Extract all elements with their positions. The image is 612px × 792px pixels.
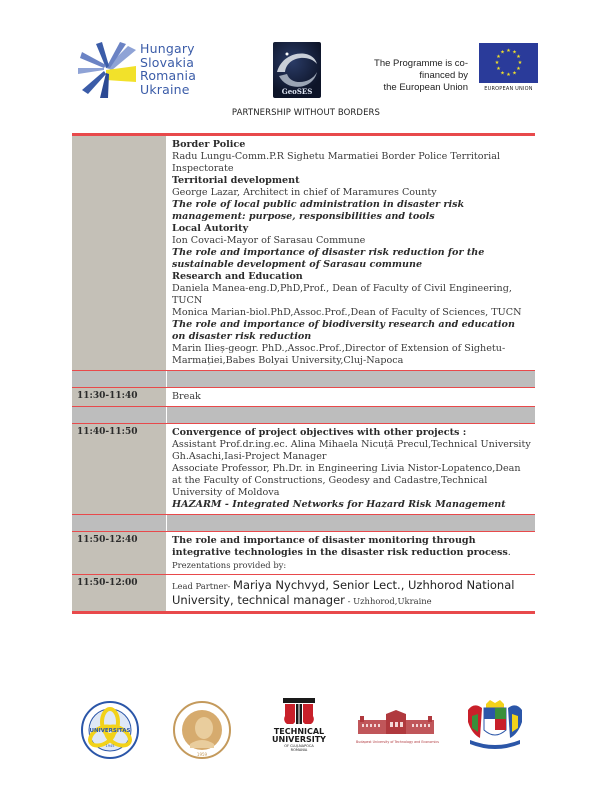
speaker: Daniela Manea-eng.D,PhD,Prof., Dean of Faculty of Civil Engineering, TUCN bbox=[172, 283, 512, 306]
country-slovakia: Slovakia bbox=[140, 54, 195, 70]
row-time: 11:50-12:00 bbox=[72, 575, 167, 611]
svg-text:★: ★ bbox=[500, 70, 505, 77]
partnership-slogan: PARTNERSHIP WITHOUT BORDERS bbox=[231, 108, 381, 118]
talk-title: The role of local public administration in disaster risk management: purpose, responsibilities and tools bbox=[172, 199, 465, 222]
lead-speaker: Mariya Nychvyd, Senior Lect., Uzhhorod National University, technical manager bbox=[172, 578, 515, 607]
geoses-label: GeoSES bbox=[281, 87, 313, 96]
svg-text:★: ★ bbox=[500, 49, 505, 56]
tucn-logo bbox=[266, 698, 332, 760]
spacer-cell bbox=[167, 515, 535, 531]
uzhnu-logo bbox=[80, 700, 140, 760]
county-coat-of-arms-logo bbox=[464, 698, 526, 754]
lead-location: - Uzhhorod,Ukraine bbox=[344, 596, 432, 606]
cofinanced-notice bbox=[340, 58, 468, 94]
speaker: Associate Professor, Ph.Dr. in Engineering Livia Nistor-Lopatenco,Dean at the Faculty of Constructions, Geodesy and Cadastre,Technical University of Moldova bbox=[172, 463, 521, 498]
agenda-row-convergence bbox=[72, 424, 535, 515]
document-header bbox=[0, 0, 612, 125]
presentations-note: Prezentations provided by: bbox=[172, 560, 287, 570]
speaker: George Lazar, Architect in chief of Maramures County bbox=[172, 187, 437, 198]
row-content bbox=[167, 424, 535, 514]
tucn-line2: UNIVERSITY bbox=[272, 735, 326, 744]
svg-text:★: ★ bbox=[516, 54, 521, 60]
title-period: . bbox=[507, 547, 511, 558]
spacer-cell bbox=[72, 515, 167, 531]
spacer-cell bbox=[72, 407, 167, 423]
bme-building-icon bbox=[356, 710, 436, 736]
svg-text:★: ★ bbox=[494, 60, 500, 66]
section-title: The role and importance of disaster monitoring through integrative technologies in the disaster risk reduction process bbox=[172, 535, 508, 558]
tucn-line3: OF CLUJ-NAPOCA bbox=[284, 744, 314, 748]
row-content bbox=[167, 575, 535, 611]
programme-logo bbox=[76, 40, 216, 98]
speaker: Radu Lungu-Comm.P.R Sighetu Marmatiei Border Police Territorial Inspectorate bbox=[172, 151, 500, 174]
agenda-row-lead-partner bbox=[72, 575, 535, 614]
eu-label: EUROPEAN UNION bbox=[484, 86, 533, 92]
project-title: HAZARM - Integrated Networks for Hazard Risk Management bbox=[172, 499, 506, 510]
svg-text:★: ★ bbox=[496, 54, 501, 60]
cofinanced-line1: The Programme is co-financed by bbox=[374, 58, 468, 81]
row-time: 11:30-11:40 bbox=[72, 388, 167, 406]
section-title: Territorial development bbox=[172, 175, 300, 186]
eu-flag-icon bbox=[479, 43, 538, 83]
speaker: Assistant Prof.dr.ing.ec. Alina Mihaela Nicuță Precul,Technical University Gh.Asachi,Iasi-Project Manager bbox=[172, 439, 531, 462]
speaker: Marin Ilieș-geogr. PhD.,Assoc.Prof.,Director of Extension of Sighetu-Marmației,Babes Bolyai University,Cluj-Napoca bbox=[172, 343, 506, 366]
upjs-seal-logo bbox=[172, 700, 232, 760]
agenda-spacer-row bbox=[72, 515, 535, 532]
spacer-cell bbox=[72, 371, 167, 387]
agenda-spacer-row bbox=[72, 407, 535, 424]
svg-text:★: ★ bbox=[512, 70, 517, 77]
svg-text:★: ★ bbox=[516, 66, 521, 72]
tucn-line1: TECHNICAL bbox=[273, 727, 325, 736]
spacer-cell bbox=[167, 371, 535, 387]
row-content bbox=[167, 136, 535, 370]
section-title: Border Police bbox=[172, 139, 246, 150]
cofinanced-line2: the European Union bbox=[383, 82, 468, 93]
country-ukraine: Ukraine bbox=[140, 81, 190, 97]
country-romania: Romania bbox=[140, 68, 197, 83]
tucn-emblem-icon bbox=[283, 698, 315, 724]
programme-star-icon bbox=[76, 40, 138, 98]
lead-partner-line bbox=[172, 578, 531, 608]
break-label: Break bbox=[172, 391, 201, 402]
programme-countries bbox=[140, 42, 196, 96]
svg-text:★: ★ bbox=[496, 66, 501, 72]
agenda-row-monitoring bbox=[72, 532, 535, 575]
section-title: Local Autority bbox=[172, 223, 249, 234]
svg-text:★: ★ bbox=[506, 48, 511, 54]
monitoring-title-line bbox=[172, 535, 531, 559]
section-title: Convergence of project objectives with other projects : bbox=[172, 427, 467, 438]
talk-title: The role and importance of biodiversity research and education on disaster risk reduction bbox=[172, 319, 515, 342]
geoses-logo bbox=[273, 42, 321, 98]
eu-stars-icon bbox=[479, 43, 538, 83]
lead-prefix: Lead Partner- bbox=[172, 581, 234, 591]
uzhnu-label: UNIVERSITAS bbox=[89, 728, 131, 734]
bme-label: Budapest University of Technology and Economics bbox=[356, 740, 439, 744]
row-content bbox=[167, 388, 535, 406]
row-content bbox=[167, 532, 535, 574]
agenda-row-break bbox=[72, 388, 535, 407]
speaker: Ion Covaci-Mayor of Sarasau Commune bbox=[172, 235, 366, 246]
agenda-table bbox=[72, 133, 535, 614]
row-time: 11:50-12:40 bbox=[72, 532, 167, 574]
bme-logo bbox=[356, 710, 439, 750]
tucn-line4: ROMANIA bbox=[290, 748, 308, 752]
section-title: Research and Education bbox=[172, 271, 303, 282]
uzhnu-year: 1945 bbox=[105, 744, 115, 748]
spacer-cell bbox=[167, 407, 535, 423]
talk-title: The role and importance of disaster risk reduction for the sustainable development of Sarasau commune bbox=[172, 247, 485, 270]
svg-text:★: ★ bbox=[517, 60, 523, 66]
row-time bbox=[72, 136, 167, 370]
svg-text:★: ★ bbox=[506, 72, 511, 78]
country-hungary: Hungary bbox=[140, 41, 195, 56]
agenda-row-stakeholders bbox=[72, 136, 535, 371]
upjs-year: 1959 bbox=[196, 752, 208, 757]
agenda-spacer-row bbox=[72, 371, 535, 388]
svg-text:★: ★ bbox=[512, 49, 517, 56]
partner-logos bbox=[0, 690, 612, 760]
speaker: Monica Marian-biol.PhD,Assoc.Prof.,Dean of Faculty of Sciences, TUCN bbox=[172, 307, 522, 318]
row-time: 11:40-11:50 bbox=[72, 424, 167, 514]
